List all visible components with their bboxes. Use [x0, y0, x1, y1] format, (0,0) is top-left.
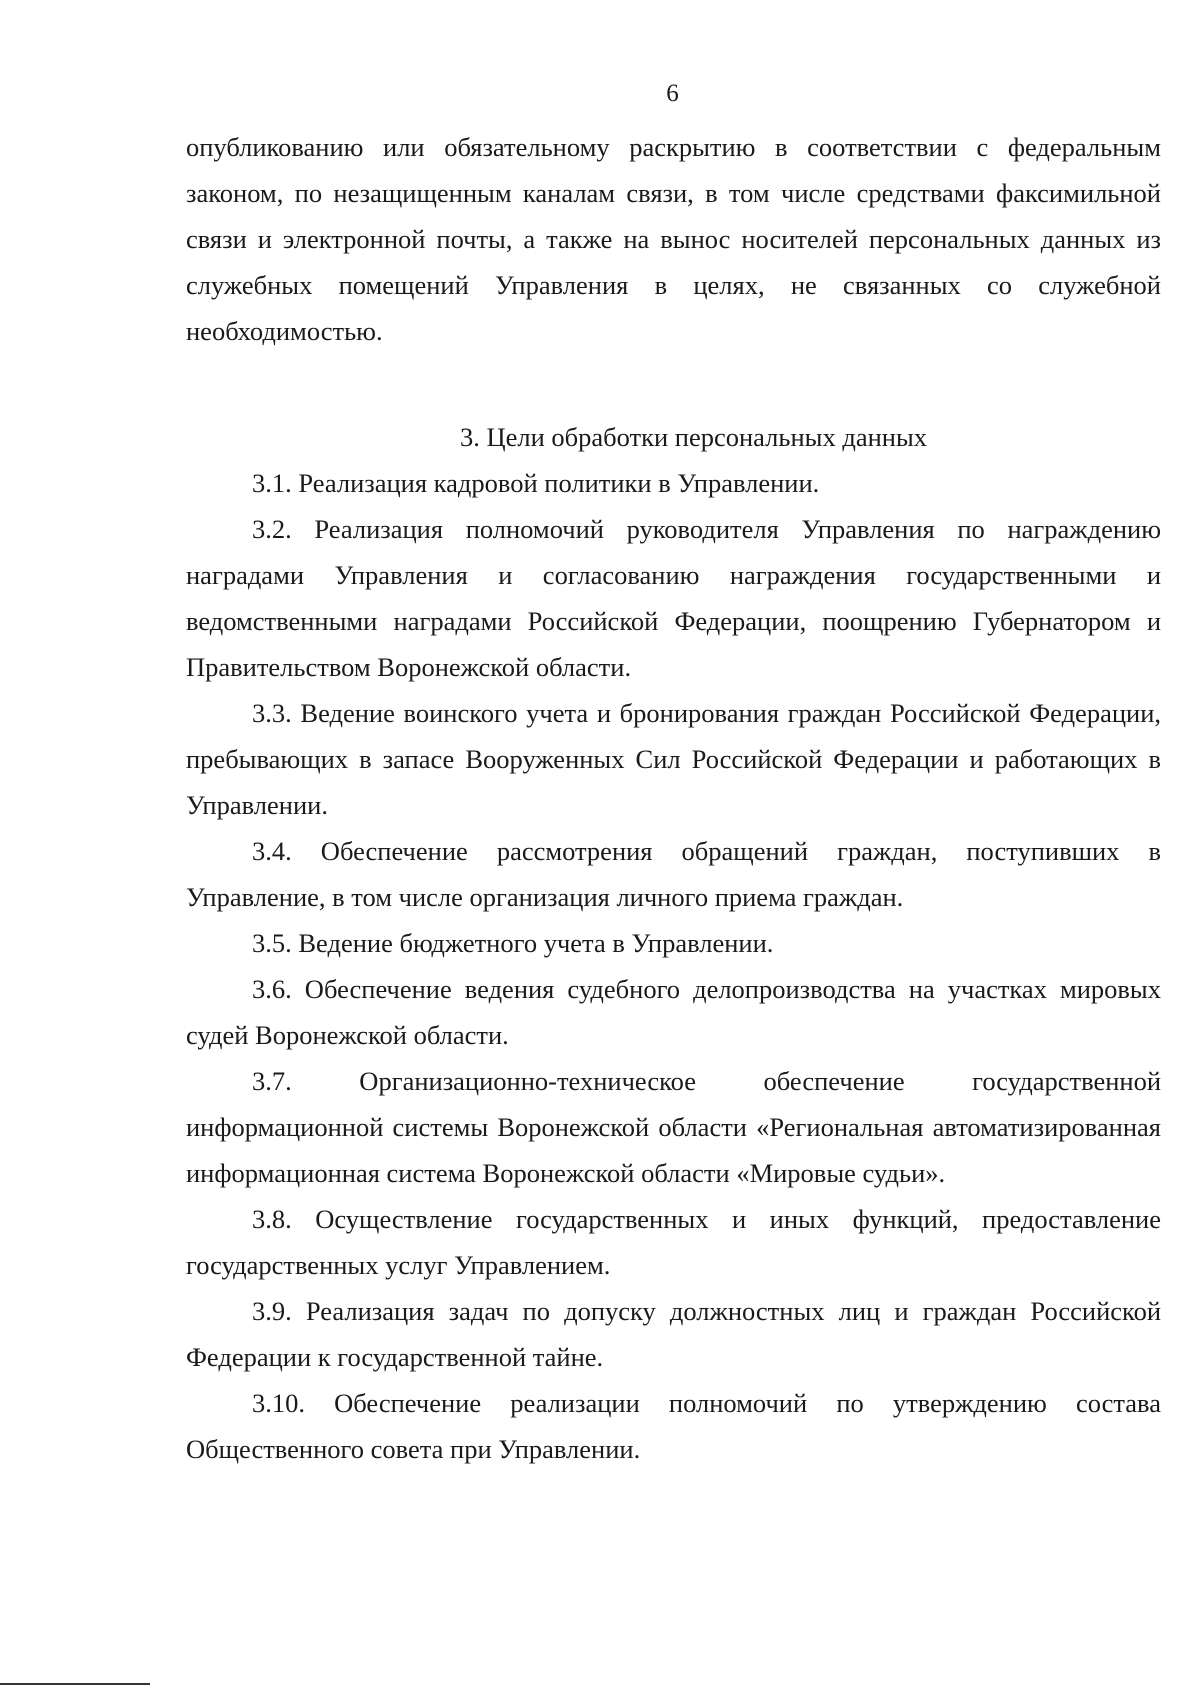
list-item: 3.10. Обеспечение реализации полномочий по утверждению состава Общественного совета при Управлении. — [186, 1388, 1161, 1464]
list-item: 3.8. Осуществление государственных и иных функций, предоставление государственных услуг Управлением. — [186, 1204, 1161, 1280]
list-item: 3.7. Организационно-техническое обеспечение государственной информационной системы Воронежской области «Региональная автоматизированная информационная система Воронежской области «Мировые судьи». — [186, 1066, 1161, 1188]
intro-paragraph: опубликованию или обязательному раскрытию в соответствии с федеральным законом, по незащищенным каналам связи, в том числе средствами факсимильной связи и электронной почты, а также на вынос носителей персональных данных из служебных помещений Управления в целях, не связанных со служебной необходимостью. — [186, 132, 1161, 346]
list-item: 3.3. Ведение воинского учета и бронирования граждан Российской Федерации, пребывающих в запасе Вооруженных Сил Российской Федерации и работающих в Управлении. — [186, 698, 1161, 820]
list-item: 3.6. Обеспечение ведения судебного делопроизводства на участках мировых судей Воронежской области. — [186, 974, 1161, 1050]
section-title: 3. Цели обработки персональных данных — [459, 422, 928, 452]
list-item: 3.9. Реализация задач по допуску должностных лиц и граждан Российской Федерации к государственной тайне. — [186, 1296, 1161, 1372]
list-item: 3.1. Реализация кадровой политики в Управлении. — [252, 468, 820, 498]
page-number: 6 — [666, 80, 679, 107]
list-item: 3.2. Реализация полномочий руководителя Управления по награждению наградами Управления и согласованию награждения государственными и ведомственными наградами Российской Федерации, поощрению Губернатором и Правительством Воронежской области. — [186, 514, 1161, 682]
list-item: 3.4. Обеспечение рассмотрения обращений граждан, поступивших в Управление, в том числе организация личного приема граждан. — [186, 836, 1161, 912]
document-body — [186, 124, 1161, 1472]
list-item: 3.5. Ведение бюджетного учета в Управлении. — [252, 928, 774, 958]
scan-edge-line — [0, 1683, 150, 1685]
